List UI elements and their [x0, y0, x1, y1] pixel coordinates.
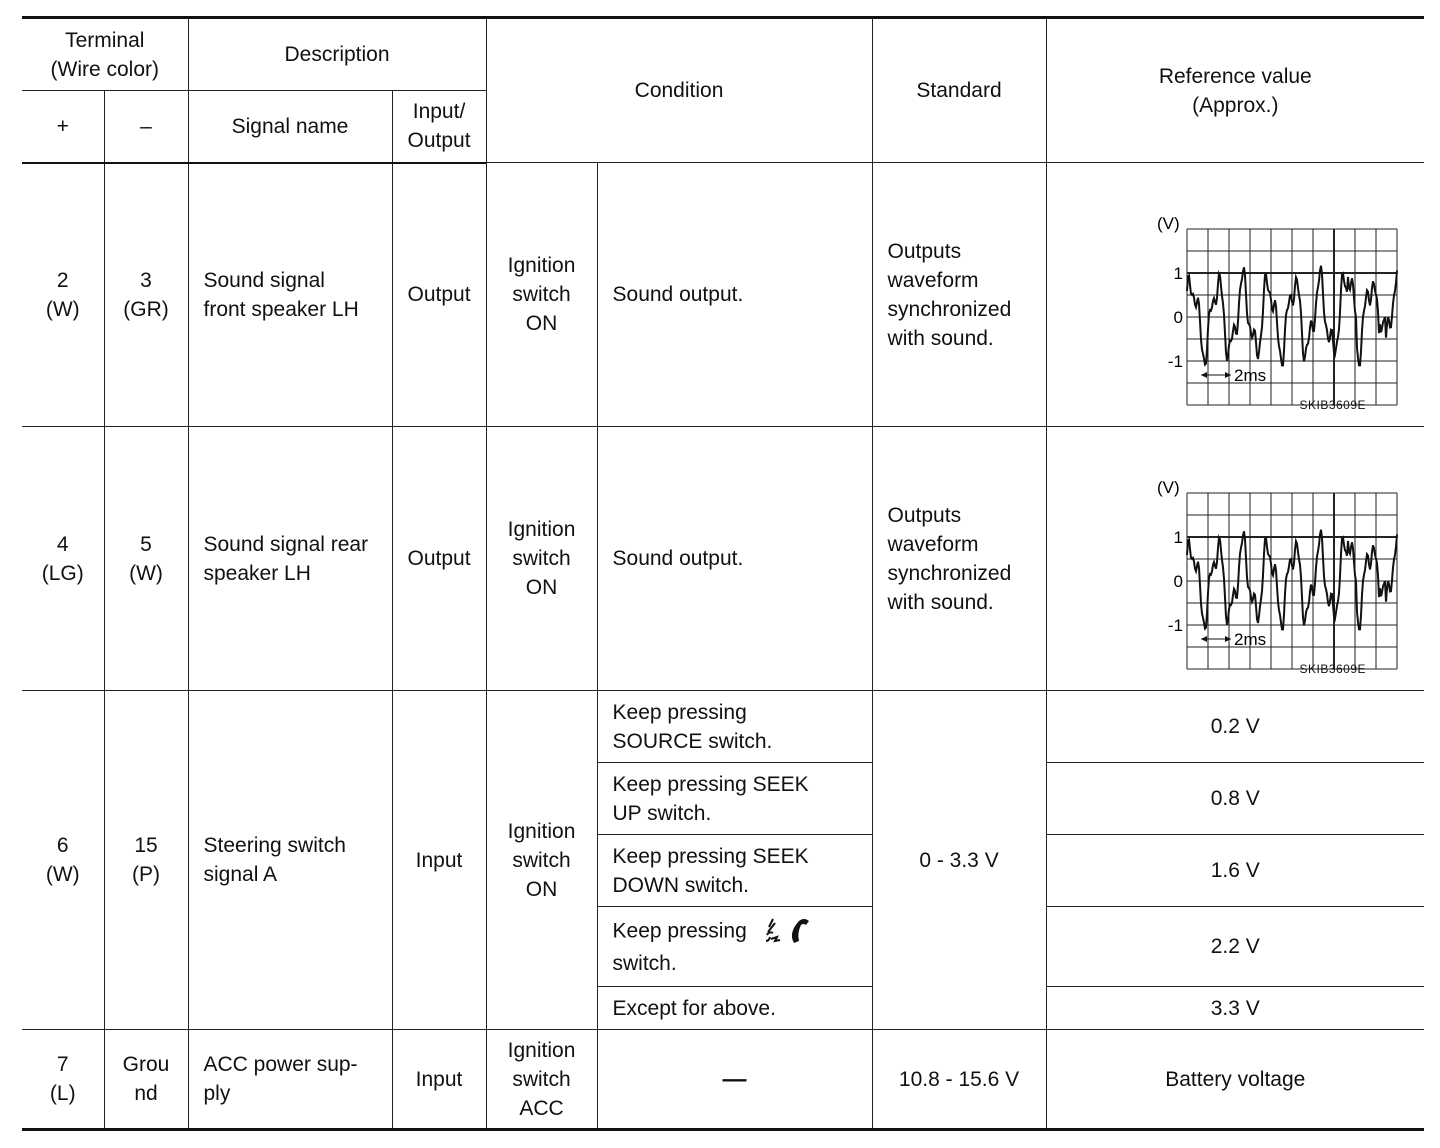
io-value: Output — [392, 163, 486, 427]
description-header: Description — [188, 18, 486, 91]
table-row — [22, 427, 1424, 691]
signal-name: Steering switch signal A — [188, 691, 392, 1030]
figure-code: SKIB3609E — [1299, 661, 1367, 676]
table-row — [22, 691, 1424, 763]
condition-detail: Keep pressing SEEK DOWN switch. — [597, 835, 872, 907]
signal-name: Sound signal front speaker LH — [188, 163, 392, 427]
y-tick-label: 1 — [1173, 263, 1183, 283]
terminal-plus: 7 (L) — [22, 1030, 104, 1130]
signal-name: ACC power sup- ply — [188, 1030, 392, 1130]
standard-value: 0 - 3.3 V — [872, 691, 1046, 1030]
y-tick-label: 0 — [1173, 571, 1183, 591]
table-row — [22, 163, 1424, 427]
table-row — [22, 1030, 1424, 1130]
standard-value: 10.8 - 15.6 V — [872, 1030, 1046, 1130]
reference-value: 0.8 V — [1046, 763, 1424, 835]
condition-switch: Ignition switch ACC — [486, 1030, 597, 1130]
terminal-minus: 15 (P) — [104, 691, 188, 1030]
reference-value: 2.2 V — [1046, 907, 1424, 987]
terminal-minus: 5 (W) — [104, 427, 188, 691]
condition-switch: Ignition switch ON — [486, 691, 597, 1030]
io-value: Input — [392, 691, 486, 1030]
reference-header: Reference value (Approx.) — [1046, 18, 1424, 163]
condition-detail: Sound output. — [597, 163, 872, 427]
time-label: 2ms — [1233, 629, 1266, 649]
y-tick-label: 1 — [1173, 527, 1183, 547]
waveform-figure — [1047, 171, 1425, 419]
standard-header: Standard — [872, 18, 1046, 163]
signal-name-header: Signal name — [188, 91, 392, 163]
condition-switch: Ignition switch ON — [486, 427, 597, 691]
terminal-header: Terminal (Wire color) — [22, 18, 188, 91]
standard-value: Outputs waveform synchronized with sound. — [872, 427, 1046, 691]
reference-value: 1.6 V — [1046, 835, 1424, 907]
reference-value: 3.3 V — [1046, 987, 1424, 1030]
condition-detail: Keep pressing SOURCE switch. — [597, 691, 872, 763]
condition-detail: — — [597, 1030, 872, 1130]
y-tick-label: -1 — [1167, 615, 1183, 635]
condition-detail: Sound output. — [597, 427, 872, 691]
terminal-plus: 4 (LG) — [22, 427, 104, 691]
condition-header: Condition — [486, 18, 872, 163]
minus-header: – — [104, 91, 188, 163]
condition-detail: Except for above. — [597, 987, 872, 1030]
reference-value: Battery voltage — [1046, 1030, 1424, 1130]
reference-value: 0.2 V — [1046, 691, 1424, 763]
waveform-svg — [1107, 473, 1407, 671]
io-value: Input — [392, 1030, 486, 1130]
plus-header: + — [22, 91, 104, 163]
condition-switch: Ignition switch ON — [486, 163, 597, 427]
waveform-figure — [1047, 435, 1425, 683]
reference-waveform — [1046, 163, 1424, 427]
y-unit-label: (V) — [1156, 477, 1180, 497]
phone-icon — [792, 919, 809, 943]
terminal-minus: 3 (GR) — [104, 163, 188, 427]
terminal-spec-table — [22, 16, 1424, 1131]
y-unit-label: (V) — [1156, 213, 1180, 233]
y-tick-label: 0 — [1173, 307, 1183, 327]
reference-waveform — [1046, 427, 1424, 691]
figure-code: SKIB3609E — [1299, 397, 1367, 412]
terminal-minus: Grou nd — [104, 1030, 188, 1130]
voice-icon — [759, 915, 821, 949]
time-label: 2ms — [1233, 365, 1266, 385]
terminal-plus: 2 (W) — [22, 163, 104, 427]
standard-value: Outputs waveform synchronized with sound. — [872, 163, 1046, 427]
io-header: Input/ Output — [392, 91, 486, 163]
y-tick-label: -1 — [1167, 351, 1183, 371]
signal-name: Sound signal rear speaker LH — [188, 427, 392, 691]
terminal-plus: 6 (W) — [22, 691, 104, 1030]
condition-detail: Keep pressing switch. — [597, 907, 872, 987]
io-value: Output — [392, 427, 486, 691]
condition-detail: Keep pressing SEEK UP switch. — [597, 763, 872, 835]
waveform-svg — [1107, 209, 1407, 407]
